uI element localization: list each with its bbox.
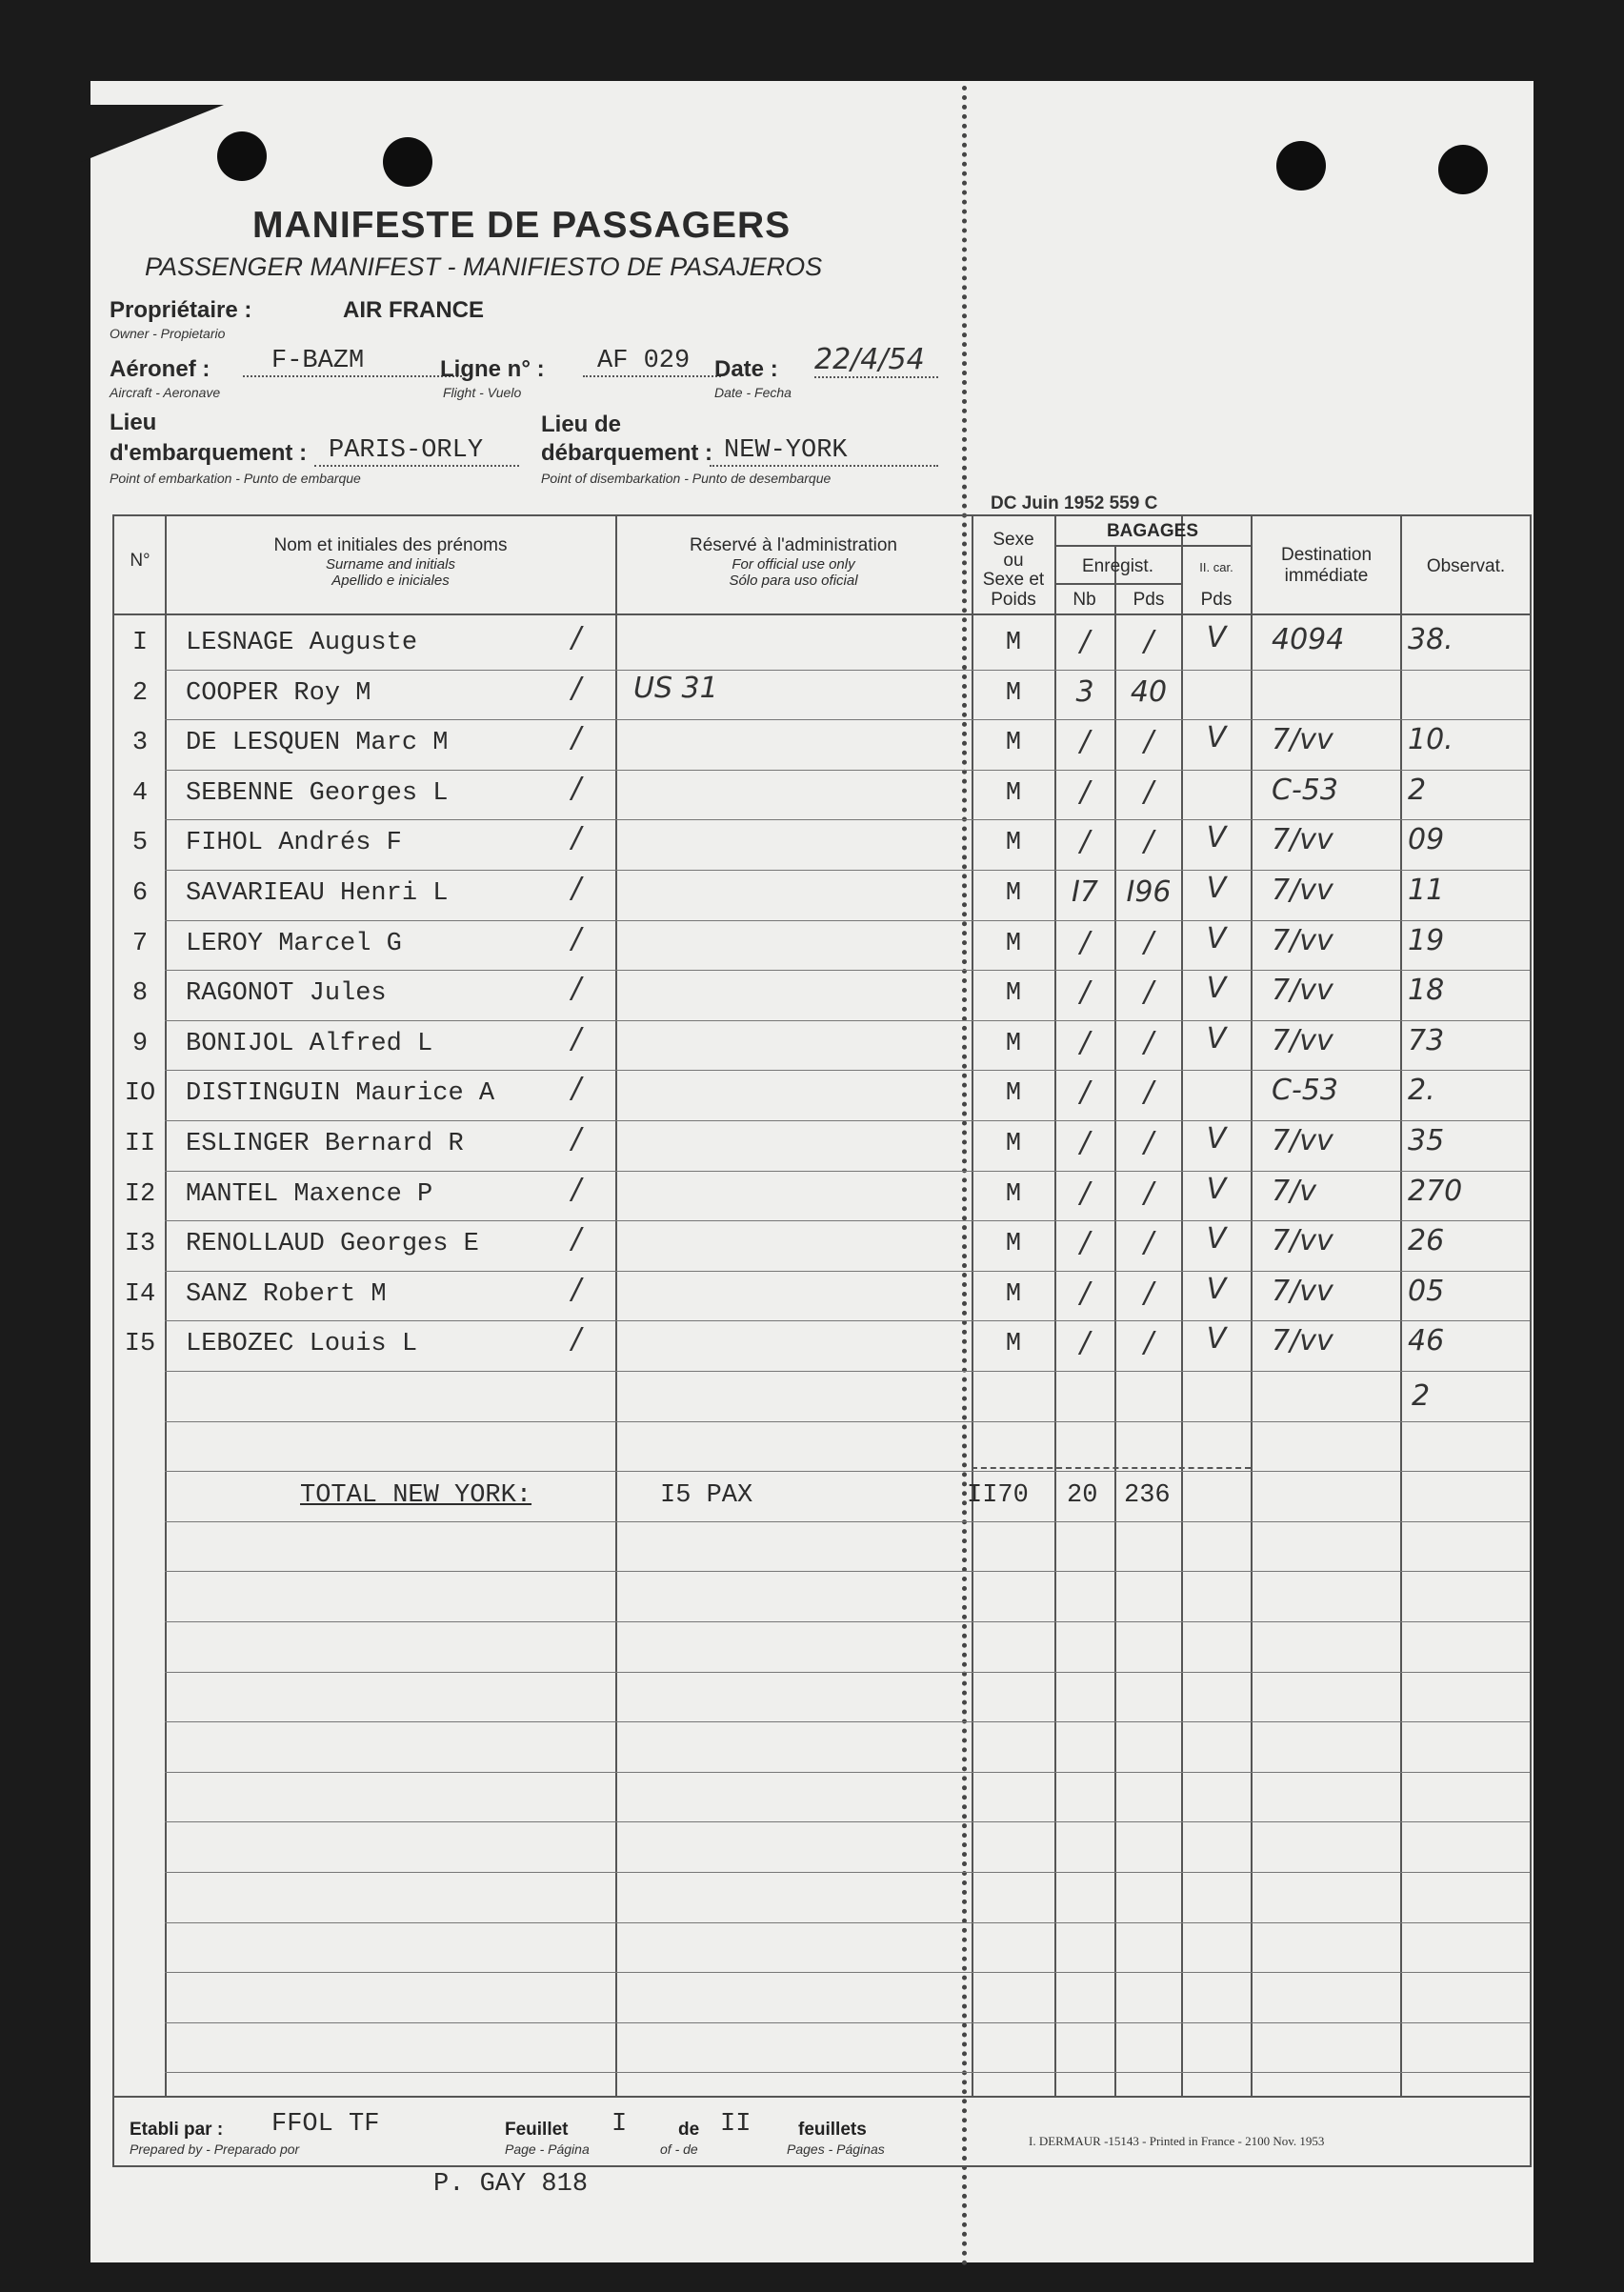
cabin-bag-check: V [1206, 1322, 1227, 1356]
destination-code: 7/vv [1272, 1224, 1333, 1257]
page-fold [962, 86, 967, 2267]
footer-bottom-rule [112, 2165, 1532, 2167]
total-label: TOTAL NEW YORK: [300, 1481, 532, 1510]
baggage-count: / [1079, 1226, 1091, 1259]
footer-top-rule [112, 2096, 1532, 2098]
observation: 46 [1408, 1324, 1445, 1357]
prepared-value: FFOL TF [271, 2110, 380, 2139]
cabin-bag-check: V [1206, 721, 1227, 754]
observation: 270 [1408, 1175, 1463, 1208]
row-rule [165, 1872, 1530, 1873]
bagages-rule [1054, 545, 1251, 547]
row-rule [165, 1070, 1530, 1071]
passenger-sex: M [1005, 1230, 1022, 1258]
col-divider [112, 514, 114, 2167]
baggage-count: / [1079, 625, 1091, 658]
baggage-count: / [1079, 1326, 1091, 1359]
baggage-weight: / [1143, 1026, 1154, 1059]
passenger-sex: M [1005, 1079, 1022, 1108]
passenger-name: SANZ Robert M [186, 1280, 387, 1309]
row-rule [165, 1471, 1530, 1472]
page-title: MANIFESTE DE PASSAGERS [252, 205, 792, 246]
of-value: II [720, 2110, 752, 2139]
destination-code: C-53 [1272, 1074, 1338, 1107]
disembarkation-label: Lieu de [541, 412, 622, 437]
total-pax: I5 PAX [660, 1481, 753, 1510]
passenger-sex: M [1005, 829, 1022, 857]
col-header-sex: Sexe et [982, 570, 1045, 590]
row-rule [165, 870, 1530, 871]
check-mark: / [571, 922, 582, 955]
owner-value: AIR FRANCE [343, 297, 484, 323]
sheet-sublabel: Page - Página [505, 2141, 590, 2157]
row-rule [165, 670, 1530, 671]
check-mark: / [571, 821, 582, 854]
row-rule [165, 1821, 1530, 1822]
col-header-dest: Destination [1280, 545, 1373, 565]
baggage-weight: 40 [1130, 675, 1168, 709]
observation: 73 [1408, 1024, 1445, 1057]
passenger-sex: M [1005, 1330, 1022, 1358]
enreg-rule [1054, 583, 1181, 585]
row-rule [165, 1371, 1530, 1372]
date-label: Date : [714, 356, 778, 382]
passenger-name: BONIJOL Alfred L [186, 1030, 433, 1058]
row-number: 5 [131, 829, 149, 857]
check-mark: / [571, 1072, 582, 1105]
check-mark: / [571, 621, 582, 654]
baggage-weight: / [1143, 1226, 1154, 1259]
observation: 19 [1408, 924, 1445, 957]
row-rule [165, 719, 1530, 720]
baggage-count: / [1079, 1176, 1091, 1210]
embarkation-value: PARIS-ORLY [314, 436, 519, 467]
page-subtitle: PASSENGER MANIFEST - MANIFIESTO DE PASAJEROS [145, 252, 823, 281]
punch-hole [1276, 141, 1326, 191]
observation: 35 [1408, 1124, 1445, 1157]
row-number: I2 [124, 1180, 156, 1209]
row-number: 6 [131, 879, 149, 908]
passenger-name: COOPER Roy M [186, 679, 371, 708]
col-header-obs: Observat. [1426, 556, 1506, 576]
row-number: 7 [131, 930, 149, 958]
date-value: 22/4/54 [814, 343, 938, 378]
check-mark: / [571, 1273, 582, 1306]
embarkation-label: d'embarquement : [110, 440, 308, 466]
row-rule [165, 1772, 1530, 1773]
destination-code: 7/vv [1272, 1324, 1333, 1357]
row-number: II [124, 1130, 156, 1158]
row-rule [165, 1922, 1530, 1923]
col-header-dest: immédiate [1284, 566, 1369, 586]
row-rule [165, 1721, 1530, 1722]
passenger-name: RENOLLAUD Georges E [186, 1230, 479, 1258]
disembarkation-sublabel: Point of disembarkation - Punto de desembarque [541, 471, 832, 486]
baggage-weight: / [1143, 725, 1154, 758]
row-rule [165, 1220, 1530, 1221]
header-bottom-rule [112, 613, 1532, 615]
passenger-sex: M [1005, 1180, 1022, 1209]
check-mark: / [571, 672, 582, 705]
cabin-bag-check: V [1206, 872, 1227, 905]
passenger-sex: M [1005, 729, 1022, 757]
passenger-name: SEBENNE Georges L [186, 779, 449, 808]
check-mark: / [571, 772, 582, 805]
passenger-name: DISTINGUIN Maurice A [186, 1079, 495, 1108]
extra-observation: 2 [1412, 1379, 1431, 1413]
disembarkation-label: débarquement : [541, 440, 713, 466]
check-mark: / [571, 1122, 582, 1156]
col-divider [615, 514, 617, 2096]
col-header-admin: Réservé à l'administration [690, 535, 897, 555]
check-mark: / [571, 721, 582, 754]
row-rule [165, 1271, 1530, 1272]
col-header-sex: Poids [991, 590, 1036, 610]
destination-code: 7/v [1272, 1175, 1316, 1208]
aircraft-label: Aéronef : [110, 356, 211, 382]
owner-label: Propriétaire : [110, 297, 252, 323]
passenger-name: MANTEL Maxence P [186, 1180, 433, 1209]
passenger-name: DE LESQUEN Marc M [186, 729, 449, 757]
check-mark: / [571, 1322, 582, 1356]
table-top-rule [112, 514, 1532, 516]
baggage-weight: / [1143, 1126, 1154, 1159]
punch-hole [383, 137, 432, 187]
row-rule [165, 920, 1530, 921]
col-divider [1251, 514, 1253, 2096]
row-rule [165, 1020, 1530, 1021]
destination-code: 7/vv [1272, 1124, 1333, 1157]
destination-code: 4094 [1272, 623, 1345, 656]
pages-label: feuillets [798, 2120, 867, 2140]
total-pds: 236 [1124, 1481, 1171, 1510]
passenger-name: FIHOL Andrés F [186, 829, 402, 857]
col-divider [165, 514, 167, 2096]
observation: 10. [1408, 723, 1454, 756]
printer-credit: I. DERMAUR -15143 - Printed in France - 2100 Nov. 1953 [1029, 2134, 1325, 2148]
col-header-nb: Nb [1073, 590, 1096, 610]
observation: 26 [1408, 1224, 1445, 1257]
check-mark: / [571, 872, 582, 905]
flight-sublabel: Flight - Vuelo [443, 385, 522, 400]
date-sublabel: Date - Fecha [714, 385, 792, 400]
passenger-name: LEBOZEC Louis L [186, 1330, 418, 1358]
col-header-hcar: II. car. [1199, 560, 1233, 574]
of-label: de [678, 2120, 700, 2140]
row-number: 4 [131, 779, 149, 808]
manifest-sheet [90, 81, 1534, 2262]
check-mark: / [571, 1173, 582, 1206]
row-rule [165, 770, 1530, 771]
row-number: 3 [131, 729, 149, 757]
destination-code: 7/vv [1272, 1275, 1333, 1308]
check-mark: / [571, 1222, 582, 1256]
prepared-label: Etabli par : [130, 2120, 224, 2140]
passenger-name: RAGONOT Jules [186, 979, 387, 1008]
baggage-count: / [1079, 1126, 1091, 1159]
sheet-label: Feuillet [505, 2120, 569, 2140]
col-header-name-es: Apellido e iniciales [331, 573, 450, 589]
passenger-name: LESNAGE Auguste [186, 629, 418, 657]
row-number: 8 [131, 979, 149, 1008]
stamp-reference: P. GAY 818 [433, 2170, 589, 2199]
observation: 11 [1408, 874, 1445, 907]
row-number: IO [124, 1079, 156, 1108]
destination-code: 7/vv [1272, 874, 1333, 907]
prepared-sublabel: Prepared by - Preparado por [130, 2141, 300, 2157]
check-mark: / [571, 972, 582, 1005]
baggage-weight: / [1143, 975, 1154, 1009]
row-rule [165, 819, 1530, 820]
row-rule [165, 2022, 1530, 2023]
row-rule [165, 1120, 1530, 1121]
cabin-bag-check: V [1206, 1173, 1227, 1206]
col-header-pds2: Pds [1200, 590, 1233, 610]
destination-code: C-53 [1272, 774, 1338, 807]
baggage-weight: / [1143, 625, 1154, 658]
destination-code: 7/vv [1272, 823, 1333, 856]
destination-code: 7/vv [1272, 974, 1333, 1007]
row-number: 2 [131, 679, 149, 708]
total-rule [972, 1467, 1251, 1471]
row-rule [165, 1672, 1530, 1673]
destination-code: 7/vv [1272, 723, 1333, 756]
row-rule [165, 1972, 1530, 1973]
baggage-weight: I96 [1126, 875, 1172, 909]
cabin-bag-check: V [1206, 821, 1227, 854]
row-number: I3 [124, 1230, 156, 1258]
cabin-bag-check: V [1206, 972, 1227, 1005]
embarkation-sublabel: Point of embarkation - Punto de embarque [110, 471, 361, 486]
passenger-sex: M [1005, 1130, 1022, 1158]
row-number: I5 [124, 1330, 156, 1358]
passenger-sex: M [1005, 879, 1022, 908]
destination-code: 7/vv [1272, 924, 1333, 957]
row-rule [165, 2072, 1530, 2073]
row-rule [165, 1521, 1530, 1522]
torn-corner [81, 105, 224, 162]
total-nb: 20 [1067, 1481, 1098, 1510]
observation: 05 [1408, 1275, 1445, 1308]
owner-sublabel: Owner - Propietario [110, 326, 226, 341]
punch-hole [1438, 145, 1488, 194]
passenger-sex: M [1005, 779, 1022, 808]
row-rule [165, 1621, 1530, 1622]
passenger-name: ESLINGER Bernard R [186, 1130, 464, 1158]
observation: 18 [1408, 974, 1445, 1007]
flight-label: Ligne n° : [440, 356, 545, 382]
col-divider [1530, 514, 1532, 2167]
observation: 2 [1408, 774, 1427, 807]
col-header-sex: ou [1003, 551, 1024, 571]
col-header-enreg: Enregist. [1082, 556, 1153, 576]
flight-value: AF 029 [583, 347, 721, 377]
baggage-count: / [1079, 1026, 1091, 1059]
col-header-no: N° [130, 551, 150, 571]
baggage-count: / [1079, 825, 1091, 858]
observation: 09 [1408, 823, 1445, 856]
total-weight: II70 [967, 1481, 1029, 1510]
of-sublabel: of - de [660, 2141, 698, 2157]
destination-code: 7/vv [1272, 1024, 1333, 1057]
cabin-bag-check: V [1206, 621, 1227, 654]
passenger-name: SAVARIEAU Henri L [186, 879, 449, 908]
row-number: I [131, 629, 149, 657]
observation: 38. [1408, 623, 1454, 656]
baggage-count: / [1079, 975, 1091, 1009]
row-rule [165, 1171, 1530, 1172]
passenger-name: LEROY Marcel G [186, 930, 402, 958]
cabin-bag-check: V [1206, 922, 1227, 955]
col-header-name: Nom et initiales des prénoms [273, 535, 508, 555]
baggage-weight: / [1143, 1277, 1154, 1310]
col-header-name-en: Surname and initials [326, 556, 455, 573]
admin-note: US 31 [633, 672, 718, 705]
baggage-weight: / [1143, 1326, 1154, 1359]
col-header-admin-en: For official use only [732, 556, 855, 573]
cabin-bag-check: V [1206, 1222, 1227, 1256]
baggage-count: / [1079, 775, 1091, 809]
col-header-pds: Pds [1133, 590, 1165, 610]
baggage-weight: / [1143, 1076, 1154, 1109]
row-number: 9 [131, 1030, 149, 1058]
aircraft-sublabel: Aircraft - Aeronave [110, 385, 221, 400]
sheet-value: I [612, 2110, 628, 2139]
baggage-count: 3 [1075, 675, 1094, 709]
check-mark: / [571, 1022, 582, 1056]
passenger-sex: M [1005, 679, 1022, 708]
row-rule [165, 1320, 1530, 1321]
baggage-count: I7 [1072, 875, 1098, 909]
row-rule [165, 1421, 1530, 1422]
baggage-weight: / [1143, 775, 1154, 809]
baggage-weight: / [1143, 1176, 1154, 1210]
cabin-bag-check: V [1206, 1122, 1227, 1156]
embarkation-label: Lieu [110, 410, 157, 435]
pages-sublabel: Pages - Páginas [787, 2141, 885, 2157]
col-header-admin-es: Sólo para uso oficial [729, 573, 858, 589]
observation: 2. [1408, 1074, 1435, 1107]
row-rule [165, 1571, 1530, 1572]
disembarkation-value: NEW-YORK [710, 436, 938, 467]
baggage-weight: / [1143, 825, 1154, 858]
punch-hole [217, 131, 267, 181]
col-divider [1400, 514, 1402, 2096]
baggage-weight: / [1143, 926, 1154, 959]
passenger-sex: M [1005, 930, 1022, 958]
passenger-sex: M [1005, 1280, 1022, 1309]
passenger-sex: M [1005, 979, 1022, 1008]
baggage-count: / [1079, 1076, 1091, 1109]
baggage-count: / [1079, 926, 1091, 959]
baggage-count: / [1079, 725, 1091, 758]
row-number: I4 [124, 1280, 156, 1309]
aircraft-value: F-BAZM [243, 347, 462, 377]
row-rule [165, 970, 1530, 971]
baggage-count: / [1079, 1277, 1091, 1310]
col-header-sex: Sexe [992, 530, 1034, 550]
passenger-sex: M [1005, 629, 1022, 657]
col-header-bagages: BAGAGES [1106, 521, 1199, 541]
cabin-bag-check: V [1206, 1273, 1227, 1306]
form-reference: DC Juin 1952 559 C [991, 493, 1158, 513]
cabin-bag-check: V [1206, 1022, 1227, 1056]
passenger-sex: M [1005, 1030, 1022, 1058]
